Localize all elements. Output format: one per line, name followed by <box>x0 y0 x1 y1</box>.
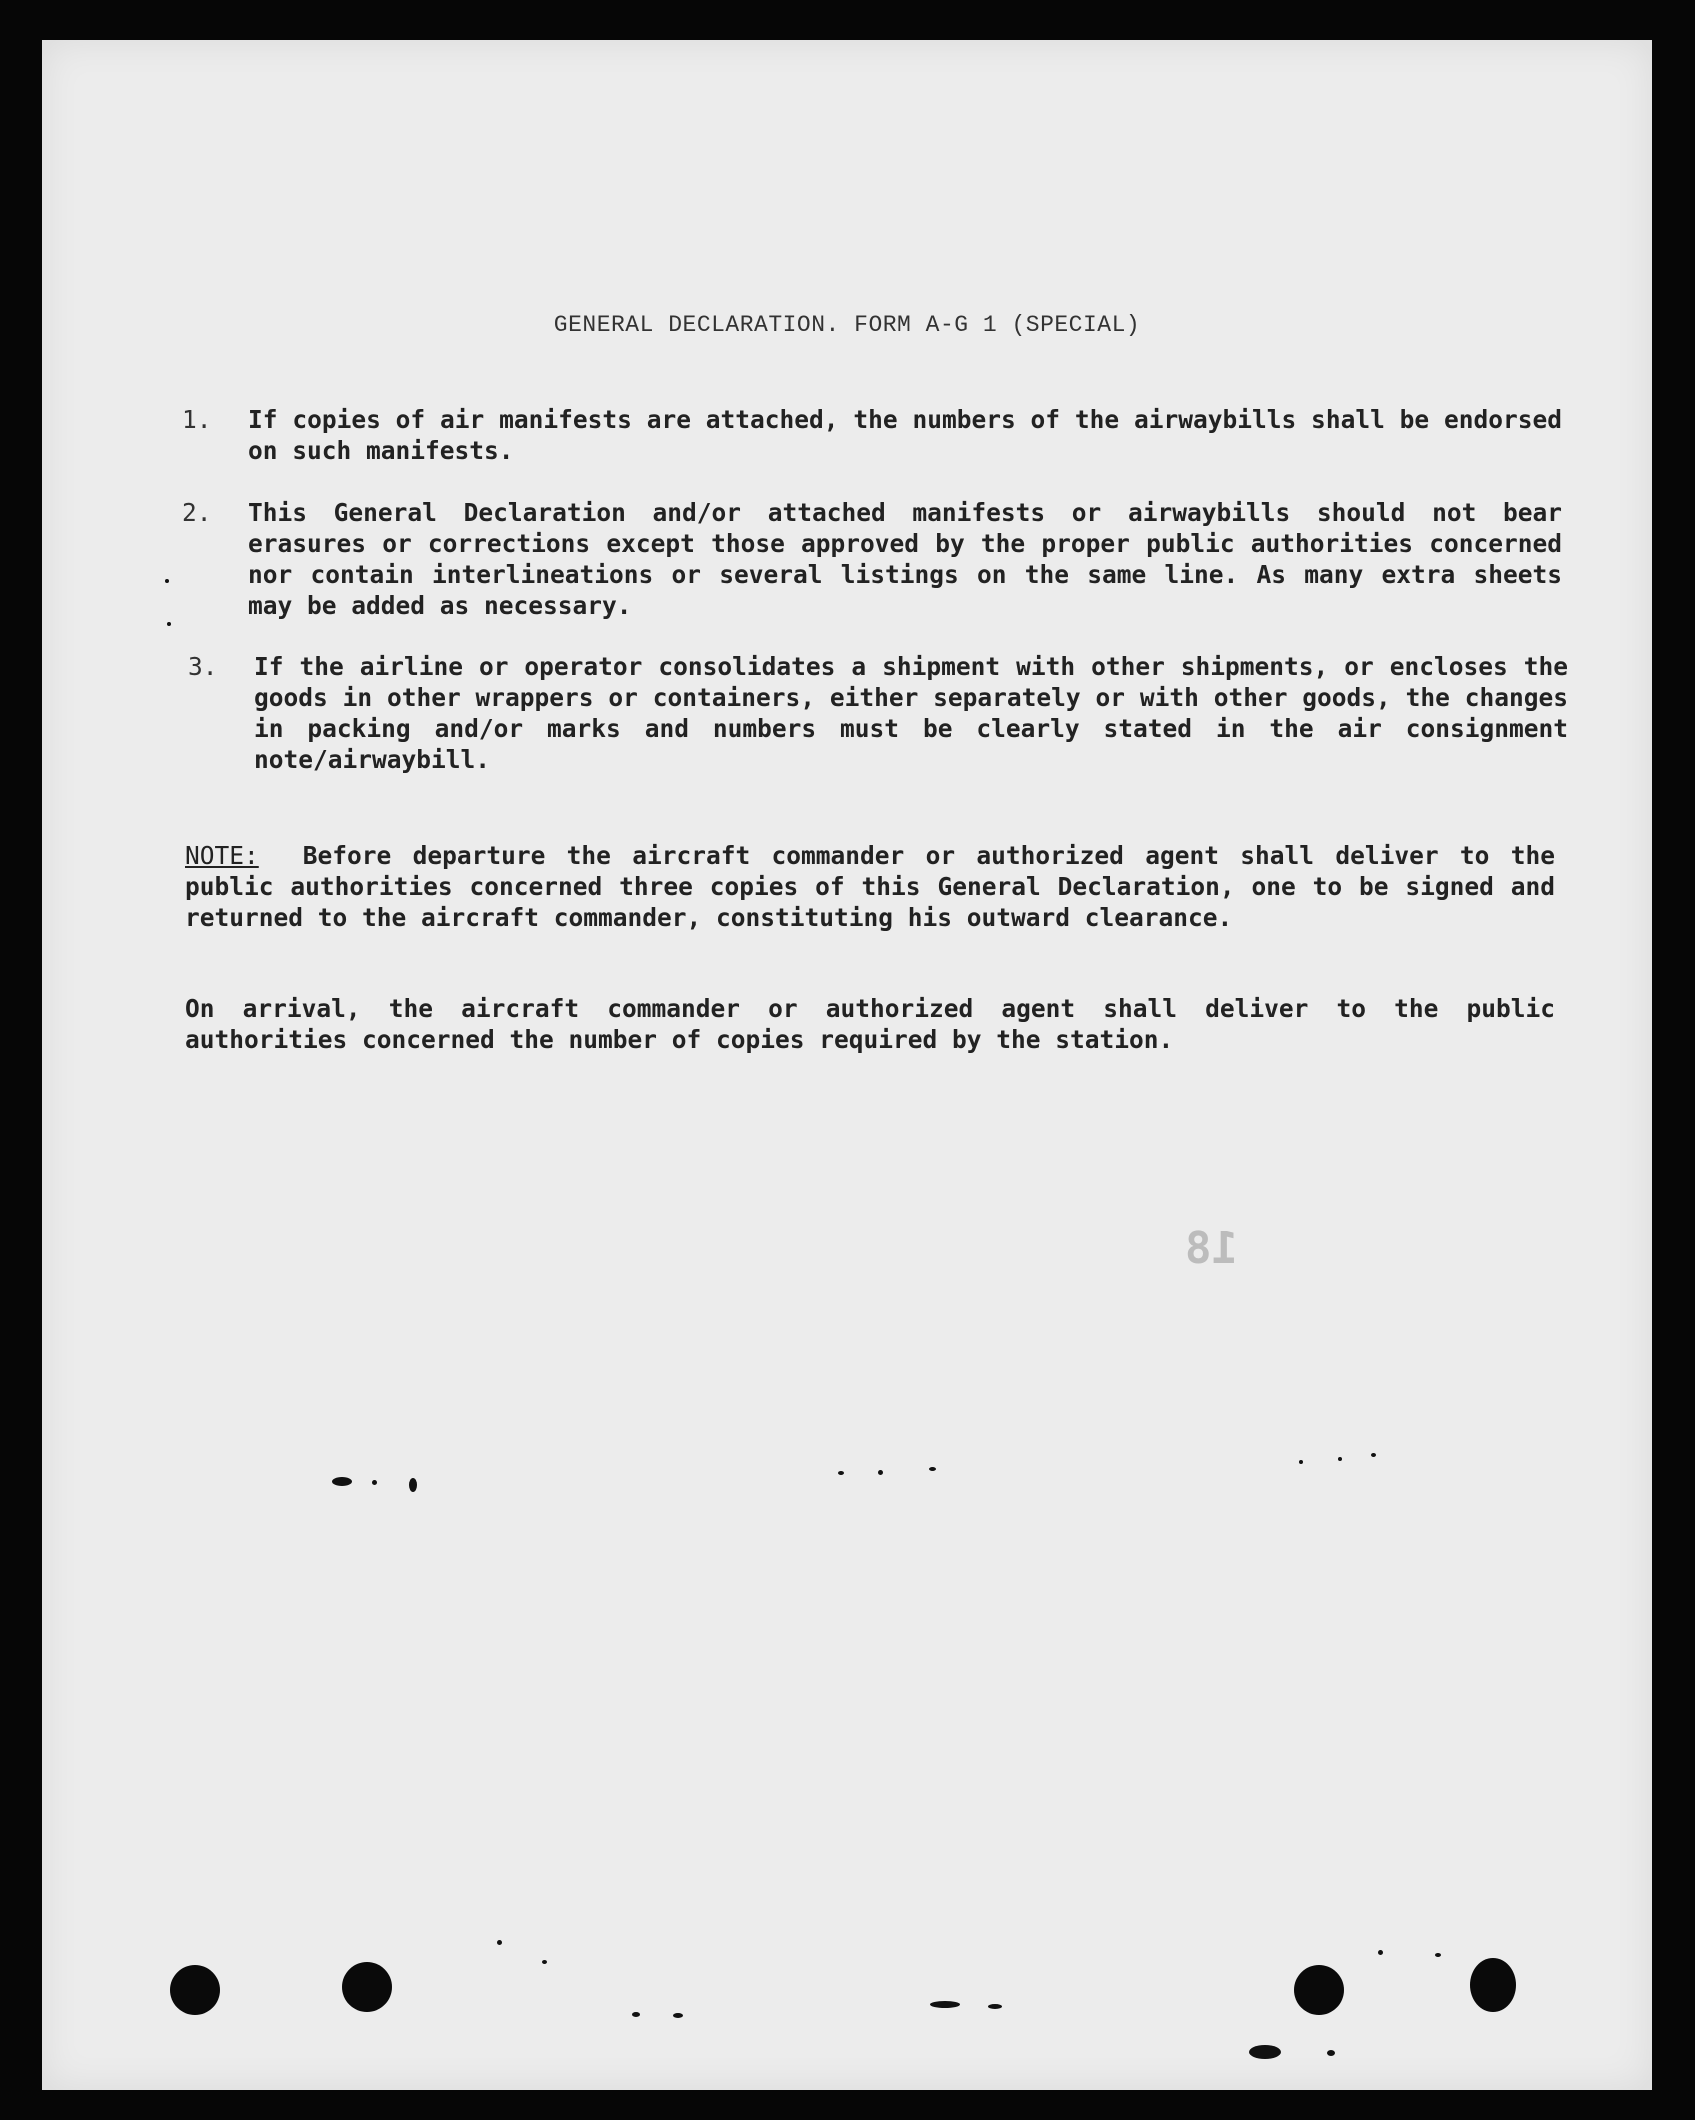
document-page <box>42 40 1652 2090</box>
list-item <box>182 404 1562 466</box>
arrival-paragraph: On arrival, the aircraft commander or authorized agent shall deliver to the public authorities concerned the number of copies required by the station. <box>185 994 1555 1054</box>
punch-hole <box>342 1962 392 2012</box>
note-text: Before departure the aircraft commander or authorized agent shall deliver to the public authorities concerned three copies of this General Declaration, one to be signed and returned to the aircraft commander, constituting his outward clearance. <box>185 841 1555 932</box>
punch-hole <box>1294 1965 1344 2015</box>
scan-speck <box>632 2012 640 2017</box>
scan-speck <box>1327 2050 1335 2056</box>
scan-speck <box>409 1478 417 1492</box>
item-number: 3. <box>188 652 218 681</box>
note-paragraph <box>185 840 1555 933</box>
item-number: 2. <box>182 498 212 527</box>
scan-speck <box>930 2001 960 2008</box>
scan-speck <box>673 2013 683 2018</box>
scan-speck <box>1435 1953 1441 1957</box>
list-item <box>188 651 1568 775</box>
scan-speck <box>165 579 169 583</box>
item-text: This General Declaration and/or attached manifests or airwaybills should not bear erasures or corrections except those approved by the proper public authorities concerned nor contain interlineations or several listings on the same line. As many extra sheets may be added as necessary. <box>248 498 1562 620</box>
scan-speck <box>542 1960 547 1964</box>
document-title: GENERAL DECLARATION. FORM A-G 1 (SPECIAL) <box>553 312 1141 338</box>
scan-speck <box>1249 2045 1281 2059</box>
scan-speck <box>988 2004 1002 2009</box>
item-text: If copies of air manifests are attached, the numbers of the airwaybills shall be endorsed on such manifests. <box>248 405 1562 465</box>
item-number: 1. <box>182 405 212 434</box>
scan-speck <box>1371 1453 1376 1457</box>
scan-speck <box>929 1467 936 1471</box>
item-text: If the airline or operator consolidates a shipment with other shipments, or encloses the goods in other wrappers or containers, either separately or with other goods, the changes in packing and/or marks and numbers must be clearly stated in the air consignment note/airwaybill. <box>254 652 1568 774</box>
scan-speck <box>1299 1460 1303 1464</box>
note-label: NOTE: <box>185 841 259 870</box>
scan-speck <box>838 1471 844 1475</box>
scan-speck <box>1378 1950 1383 1955</box>
scan-speck <box>1338 1457 1342 1461</box>
scan-speck <box>878 1470 883 1475</box>
scan-speck <box>332 1477 352 1486</box>
scan-speck <box>372 1480 377 1485</box>
bleed-through-mark: 18 <box>1185 1223 1238 1274</box>
scan-speck <box>497 1940 502 1945</box>
punch-hole <box>170 1965 220 2015</box>
scan-speck <box>167 622 171 626</box>
punch-hole <box>1470 1958 1516 2012</box>
list-item <box>182 497 1562 621</box>
